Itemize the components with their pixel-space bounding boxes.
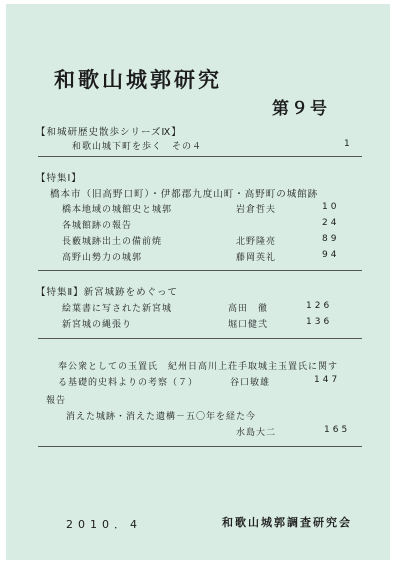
journal-cover [6,4,390,560]
publication-date: 2010．4 [66,518,142,531]
toc-title: 高野山勢力の城郭 [62,253,143,263]
series-header: 【和城研歴史散歩シリーズⅨ】 [36,127,182,138]
toc-title: 橋本地域の城館史と城郭 [62,205,173,215]
toc-author: 谷口敏雄 [230,378,271,388]
journal-title: 和歌山城郭研究 [54,68,222,92]
toc-page: 94 [322,250,340,260]
issue-number: 第９号 [272,99,329,119]
toc-page: 165 [324,425,351,435]
section-divider [38,156,362,157]
section-divider [38,446,362,447]
toc-title: 絵葉書に写された新宮城 [62,304,173,314]
report-label: 報告 [46,396,67,406]
toc-title: 新宮城の縄張り [62,320,133,330]
feature2-header: 【特集Ⅱ】新宮城跡をめぐって [36,287,178,298]
toc-title: 長藪城跡出土の備前焼 [62,237,163,247]
section-divider [38,270,362,271]
toc-author: 堀口健弐 [228,320,269,330]
toc-page: 126 [306,301,333,311]
article-title-line2: る基礎的史料よりの考察（７） [58,378,199,388]
feature1-subtitle: 橋本市（旧高野口町）・伊都郡九度山町・高野町の城館跡 [50,189,319,200]
series-item-title: 和歌山城下町を歩く その４ [72,142,203,152]
toc-author: 藤岡英礼 [236,253,277,263]
section-divider [38,338,362,339]
article-title-line1: 奉公衆としての玉置氏 紀州日高川上荘手取城主玉置氏に関す [58,362,339,372]
feature1-header: 【特集Ⅰ】 [36,173,82,184]
publisher-name: 和歌山城郭調査研究会 [222,516,352,529]
toc-page: 10 [322,202,340,212]
toc-page: 89 [322,234,340,244]
toc-title: 各城館跡の報告 [62,221,133,231]
toc-author: 高田 徹 [228,304,269,314]
toc-author: 北野隆亮 [236,237,277,247]
series-item-page: 1 [344,139,353,149]
toc-author: 岩倉哲夫 [236,205,277,215]
toc-page: 147 [314,375,341,385]
report-title: 消えた城跡・消えた遺構－五〇年を経た今 [66,412,257,422]
toc-page: 136 [306,317,333,327]
toc-page: 24 [322,218,340,228]
toc-author: 水島大二 [236,428,277,438]
